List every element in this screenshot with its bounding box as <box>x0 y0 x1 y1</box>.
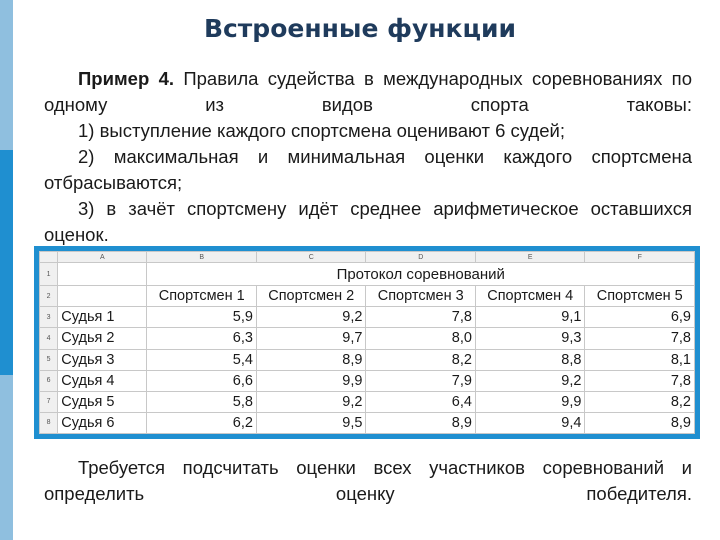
row-header: 5 <box>40 349 58 370</box>
table-row <box>40 328 695 349</box>
table-row <box>40 412 695 433</box>
score-cell: 9,2 <box>475 370 585 391</box>
score-cell: 9,1 <box>475 307 585 328</box>
score-cell: 8,8 <box>475 349 585 370</box>
paragraph-rule-2 <box>44 144 692 196</box>
column-header-row <box>40 252 695 263</box>
column-header: D <box>366 252 476 263</box>
cell <box>58 263 147 286</box>
corner-cell <box>40 252 58 263</box>
score-cell: 9,4 <box>475 412 585 433</box>
table-row <box>40 370 695 391</box>
score-cell: 7,8 <box>585 328 695 349</box>
judge-cell: Судья 2 <box>58 328 147 349</box>
score-cell: 9,7 <box>256 328 366 349</box>
score-cell: 5,4 <box>147 349 257 370</box>
table-row <box>40 286 695 307</box>
score-cell: 9,9 <box>475 391 585 412</box>
athlete-header-cell: Спортсмен 5 <box>585 286 695 307</box>
judge-cell: Судья 6 <box>58 412 147 433</box>
rule-3-text: 3) в зачёт спортсмену идёт среднее арифметическое оставшихся оценок. <box>44 198 692 245</box>
score-cell: 5,8 <box>147 391 257 412</box>
row-header: 3 <box>40 307 58 328</box>
paragraph-example <box>44 66 692 118</box>
side-bar-segment-middle <box>0 150 13 375</box>
paragraph-example-text: Правила судейства в международных соревнованиях по одному из видов спорта таковы: <box>44 68 692 115</box>
paragraph-rule-3 <box>44 196 692 248</box>
score-cell: 6,9 <box>585 307 695 328</box>
row-header: 6 <box>40 370 58 391</box>
score-cell: 9,5 <box>256 412 366 433</box>
spreadsheet-frame <box>34 246 700 439</box>
judge-cell: Судья 1 <box>58 307 147 328</box>
column-header: C <box>256 252 366 263</box>
score-cell: 9,2 <box>256 391 366 412</box>
score-cell: 8,0 <box>366 328 476 349</box>
score-cell: 8,9 <box>366 412 476 433</box>
rule-2-text: 2) максимальная и минимальная оценки каждого спортсмена отбрасываются; <box>44 146 692 193</box>
score-cell: 7,8 <box>366 307 476 328</box>
row-header: 1 <box>40 263 58 286</box>
spreadsheet <box>39 251 695 434</box>
row-header: 8 <box>40 412 58 433</box>
score-cell: 5,9 <box>147 307 257 328</box>
judge-cell: Судья 3 <box>58 349 147 370</box>
score-cell: 7,8 <box>585 370 695 391</box>
judge-cell: Судья 4 <box>58 370 147 391</box>
score-cell: 8,2 <box>585 391 695 412</box>
side-decoration-bar <box>0 0 13 540</box>
judge-cell: Судья 5 <box>58 391 147 412</box>
cell <box>58 286 147 307</box>
column-header: B <box>147 252 257 263</box>
score-cell: 6,3 <box>147 328 257 349</box>
paragraph-task <box>44 455 692 507</box>
spreadsheet-grid <box>39 251 695 434</box>
side-bar-segment-bottom <box>0 375 13 540</box>
example-label: Пример 4. <box>78 68 174 89</box>
score-cell: 9,9 <box>256 370 366 391</box>
score-cell: 9,3 <box>475 328 585 349</box>
table-row <box>40 307 695 328</box>
row-header: 7 <box>40 391 58 412</box>
athlete-header-cell: Спортсмен 1 <box>147 286 257 307</box>
row-header: 4 <box>40 328 58 349</box>
score-cell: 8,9 <box>256 349 366 370</box>
score-cell: 6,2 <box>147 412 257 433</box>
score-cell: 8,1 <box>585 349 695 370</box>
task-text: Требуется подсчитать оценки всех участников соревнований и определить оценку победителя. <box>44 457 692 504</box>
score-cell: 6,6 <box>147 370 257 391</box>
paragraph-rule-1 <box>44 118 692 144</box>
column-header: E <box>475 252 585 263</box>
score-cell: 9,2 <box>256 307 366 328</box>
row-header: 2 <box>40 286 58 307</box>
table-row <box>40 263 695 286</box>
athlete-header-cell: Спортсмен 2 <box>256 286 366 307</box>
column-header: A <box>58 252 147 263</box>
athlete-header-cell: Спортсмен 3 <box>366 286 476 307</box>
score-cell: 8,9 <box>585 412 695 433</box>
rule-1-text: 1) выступление каждого спортсмена оценивают 6 судей; <box>78 120 565 141</box>
table-row <box>40 391 695 412</box>
score-cell: 7,9 <box>366 370 476 391</box>
table-row <box>40 349 695 370</box>
athlete-header-cell: Спортсмен 4 <box>475 286 585 307</box>
score-cell: 8,2 <box>366 349 476 370</box>
protocol-title-cell: Протокол соревнований <box>147 263 695 286</box>
slide-title: Встроенные функции <box>203 14 517 43</box>
score-cell: 6,4 <box>366 391 476 412</box>
column-header: F <box>585 252 695 263</box>
